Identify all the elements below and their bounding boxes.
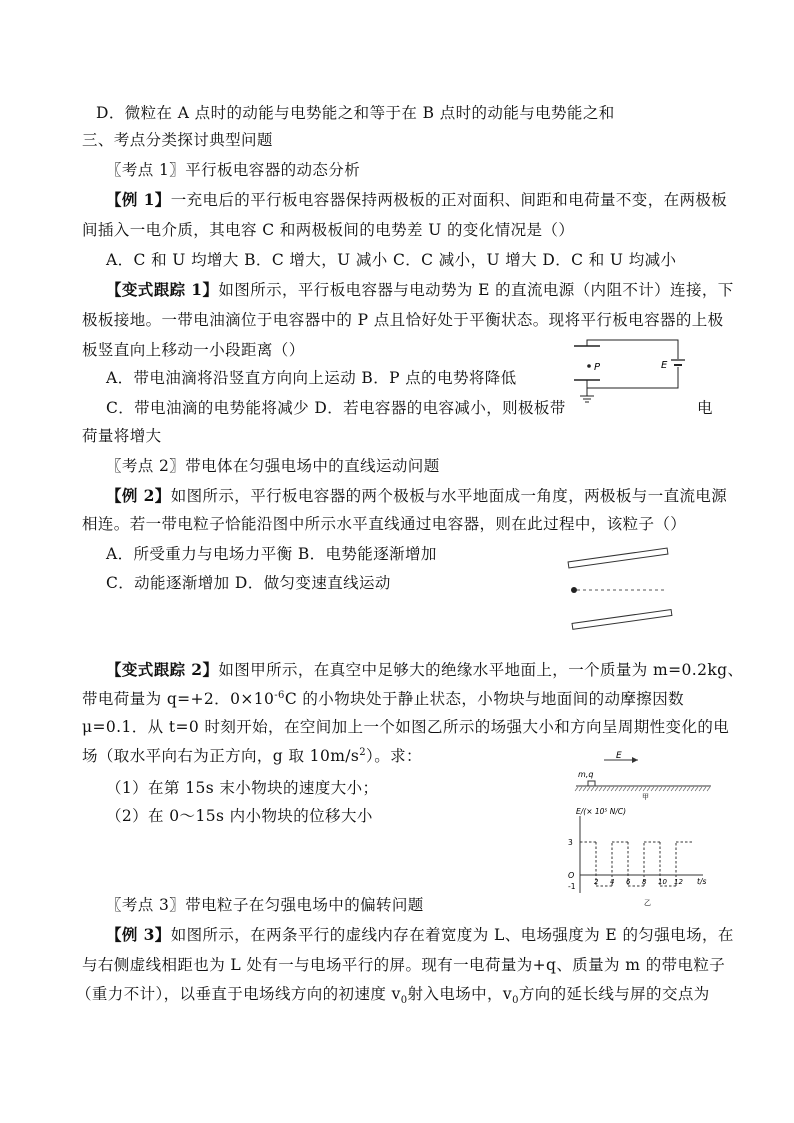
ground-hatch [575,787,710,791]
example-3-line-2: 与右侧虚线相距也为 L 处有一与电场平行的屏。现有一电荷量为+q、质量为 m 的带电粒子 [82,956,726,974]
example-2-options-ab: A．所受重力与电场力平衡 B．电势能逐渐增加 [106,545,437,563]
hatch-mark [679,787,682,791]
hatch-mark [603,787,606,791]
hatch-mark [627,787,630,791]
label-jia: 甲 [642,793,649,801]
hatch-mark [611,787,614,791]
option-d-line: D．微粒在 A 点时的动能与电势能之和等于在 B 点时的动能与电势能之和 [96,104,615,122]
example-3-sub-2: 0 [512,995,519,1007]
topic-1-heading: 〖考点 1〗平行板电容器的动态分析 [106,161,361,179]
hatch-mark [655,787,658,791]
lower-plate [572,610,672,630]
example-2-tag: 【例 2】 [106,486,171,505]
hatch-mark [703,787,706,791]
hatch-mark [659,787,662,791]
hatch-mark [675,787,678,791]
variant-1-options-cd-tail: 电 [697,399,713,417]
variant-2-text-4b: ）。求： [366,747,422,765]
variant-1-line-1 [106,280,734,300]
example-1-tag: 【例 1】 [106,190,171,209]
hatch-mark [687,787,690,791]
x-tick-label: 6 [626,878,631,886]
origin-label: O [568,871,575,880]
example-2-line-2: 相连。若一带电粒子恰能沿图中所示水平直线通过电容器，则在此过程中，该粒子（） [82,515,687,533]
topic-3-heading: 〖考点 3〗带电粒子在匀强电场中的偏转问题 [106,896,424,914]
variant-2-line-4 [82,746,422,766]
x-tick-label: 2 [594,878,599,886]
example-3-tag: 【例 3】 [106,925,171,944]
hatch-mark [635,787,638,791]
variant-1-options-cd-2: 荷量将增大 [82,427,162,445]
hatch-mark [651,787,654,791]
x-tick-label: 8 [642,878,647,886]
hatch-mark [615,787,618,791]
hatch-mark [595,787,598,791]
field-arrow-label: E [616,751,622,761]
hatch-mark [583,787,586,791]
field-graph-plot [568,838,692,891]
example-1-line-1 [106,190,727,210]
hatch-mark [575,787,578,791]
example-2-options-cd: C．动能逐渐增加 D．做匀变速直线运动 [106,574,391,592]
example-3-text-3b: 射入电场中，v [407,985,513,1003]
variant-1-line-2: 极板接地。一带电油滴位于电容器中的 P 点且恰好处于平衡状态。现将平行板电容器的上极 [82,311,724,329]
hatch-mark [647,787,650,791]
hatch-mark [619,787,622,791]
example-3-text-3a: （重力不计），以垂直于电场线方向的初速度 v [76,985,401,1003]
variant-2-text-2a: 带电荷量为 q=+2．0×10 [82,690,275,708]
example-3-text-1: 如图所示，在两条平行的虚线内存在着宽度为 L、电场强度为 E 的匀强电场，在 [170,926,734,944]
variant-2-question-1: （1）在第 15s 末小物块的速度大小； [106,779,379,797]
y-tick-label: 3 [568,838,573,847]
hatch-mark [643,787,646,791]
block-label: m,q [578,770,594,779]
upper-plate [568,548,668,568]
hatch-mark [695,787,698,791]
topic-2-heading: 〖考点 2〗带电体在匀强电场中的直线运动问题 [106,457,440,475]
example-3-line-1 [106,925,734,945]
x-tick-label: 10 [658,878,667,886]
variant-2-exponent: -6 [274,689,285,701]
particle-dot [571,587,577,593]
variant-2-tag: 【变式跟踪 2】 [106,660,219,679]
hatch-mark [707,787,710,791]
example-3-line-3 [76,984,710,1007]
variant-2-question-2: （2）在 0～15s 内小物块的位移大小 [106,807,373,825]
emf-label: E [661,360,668,371]
hatch-mark [683,787,686,791]
hatch-mark [663,787,666,791]
x-axis-label: t/s [697,877,707,886]
variant-2-line-1 [106,660,743,680]
y-axis-label: E/(× 10⁵ N/C) [576,807,627,816]
example-1-line-2: 间插入一电介质，其电容 C 和两极板间的电势差 U 的变化情况是（） [82,221,575,239]
x-tick-label: 4 [610,878,615,886]
variant-2-text-4a: 场（取水平向右为正方向，g 取 10m/s [82,747,360,765]
hatch-mark [587,787,590,791]
example-1-options: A．C 和 U 均增大 B．C 增大，U 减小 C．C 减小，U 增大 D．C 和 U 均减小 [106,251,677,269]
hatch-mark [699,787,702,791]
hatch-mark [591,787,594,791]
example-2-text-1: 如图所示，平行板电容器的两个极板与水平地面成一角度，两极板与一直流电源 [170,487,728,505]
tilted-plates-figure [562,546,674,634]
hatch-mark [623,787,626,791]
variant-2-text-2b: C 的小物块处于静止状态，小物块与地面间的动摩擦因数 [284,690,685,708]
example-1-text-1: 一充电后的平行板电容器保持两极板的正对面积、间距和电荷量不变，在两极板 [170,191,728,209]
example-2-line-1 [106,486,727,506]
variant-1-line-3: 板竖直向上移动一小段距离（） [82,341,305,359]
hatch-mark [691,787,694,791]
y-tick-label: -1 [568,882,576,891]
label-yi: 乙 [644,899,651,907]
x-tick-label: 12 [674,878,683,886]
example-3-sub-1: 0 [400,995,408,1007]
variant-2-line-3: μ=0.1．从 t=0 时刻开始，在空间加上一个如图乙所示的场强大小和方向呈周期性变化的电 [82,718,730,736]
variant-1-text-1: 如图所示，平行板电容器与电动势为 E 的直流电源（内阻不计）连接，下 [218,281,734,299]
variant-1-tag: 【变式跟踪 1】 [106,280,219,299]
hatch-mark [607,787,610,791]
example-3-text-3c: 方向的延长线与屏的交点为 [518,985,710,1003]
section-heading: 三、考点分类探讨典型问题 [82,131,273,149]
capacitor-circuit-figure [560,336,690,414]
point-p-label: P [594,362,601,373]
hatch-mark [671,787,674,791]
variant-1-options-ab: A．带电油滴将沿竖直方向向上运动 B．P 点的电势将降低 [106,369,517,387]
hatch-mark [667,787,670,791]
variant-2-line-2 [82,689,684,709]
hatch-mark [579,787,582,791]
variant-2-square: 2 [359,746,367,758]
small-block [588,781,595,786]
field-graph-figure [556,750,716,910]
point-p-dot [587,364,591,368]
hatch-mark [631,787,634,791]
variant-2-text-1: 如图甲所示，在真空中足够大的绝缘水平地面上，一个质量为 m=0.2kg、 [218,661,744,679]
hatch-mark [639,787,642,791]
variant-1-options-cd: C．带电油滴的电势能将减少 D．若电容器的电容减小，则极板带 [106,399,566,417]
hatch-mark [599,787,602,791]
